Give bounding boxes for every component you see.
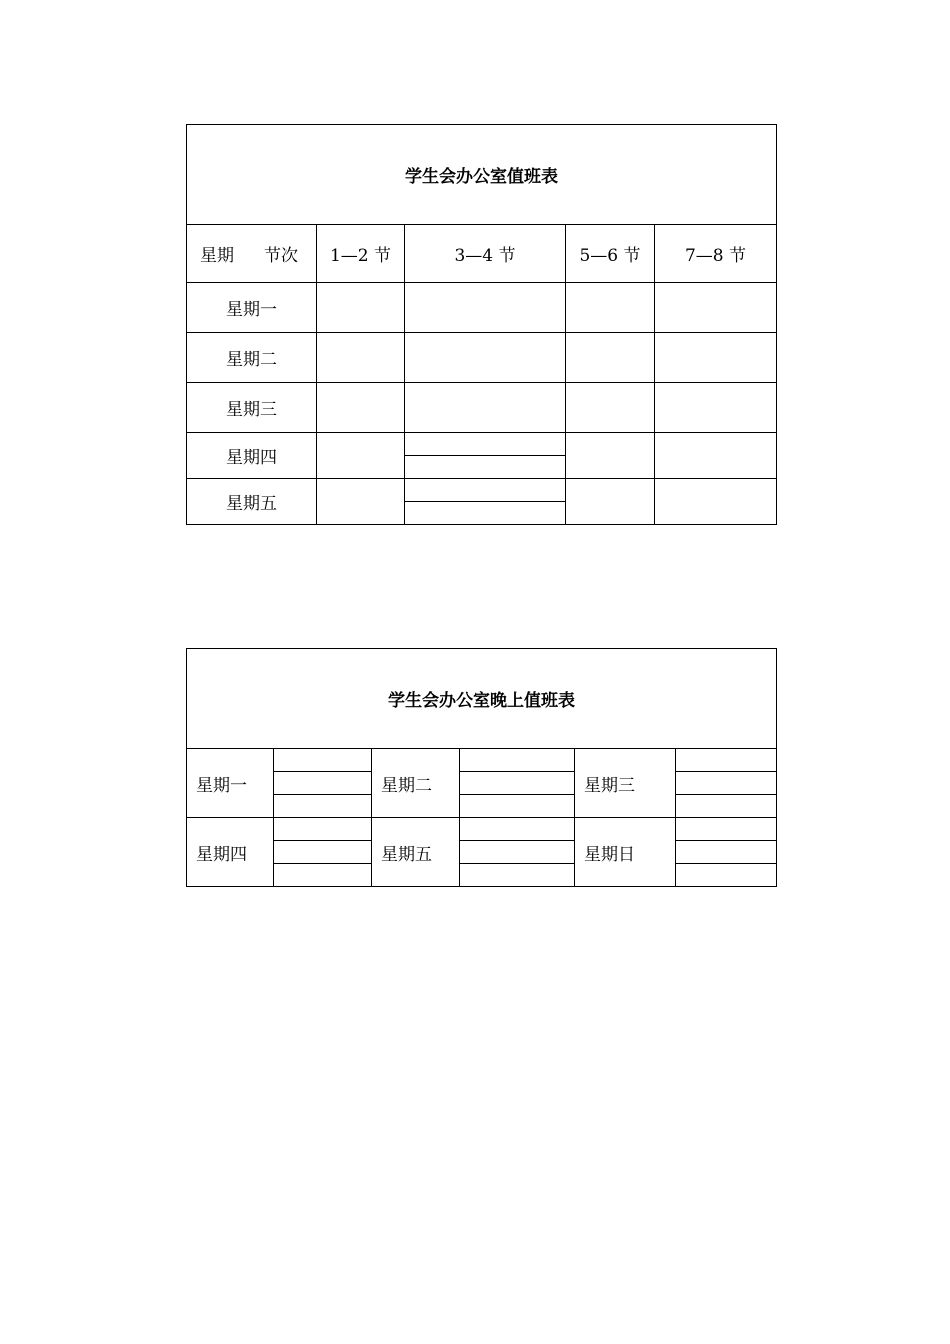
day-label: 星期一	[187, 749, 274, 818]
table-title: 学生会办公室晚上值班表	[187, 649, 777, 749]
corner-label-period: 节次	[264, 246, 298, 266]
day-label: 星期五	[372, 818, 460, 887]
duty-cell-split[interactable]	[405, 433, 566, 479]
duty-cell-split[interactable]	[274, 749, 372, 818]
duty-cell[interactable]	[405, 383, 566, 433]
day-label: 星期四	[187, 433, 317, 479]
duty-cell[interactable]	[566, 283, 655, 333]
day-label: 星期一	[187, 283, 317, 333]
day-duty-table	[186, 124, 777, 525]
duty-cell[interactable]	[405, 333, 566, 383]
duty-cell[interactable]	[566, 433, 655, 479]
day-label: 星期二	[187, 333, 317, 383]
duty-cell[interactable]	[317, 283, 405, 333]
period-header: 1—2 节	[317, 225, 405, 283]
day-label: 星期二	[372, 749, 460, 818]
duty-cell[interactable]	[566, 333, 655, 383]
duty-cell[interactable]	[317, 479, 405, 525]
duty-cell-split[interactable]	[274, 818, 372, 887]
table-title: 学生会办公室值班表	[187, 125, 777, 225]
day-label: 星期三	[187, 383, 317, 433]
period-header: 5—6 节	[566, 225, 655, 283]
corner-label-day: 星期	[200, 246, 234, 266]
day-label: 星期五	[187, 479, 317, 525]
duty-cell-split[interactable]	[405, 479, 566, 525]
duty-cell[interactable]	[566, 383, 655, 433]
day-label: 星期日	[575, 818, 676, 887]
night-duty-table	[186, 648, 777, 887]
duty-cell[interactable]	[566, 479, 655, 525]
duty-cell[interactable]	[655, 333, 777, 383]
day-label: 星期三	[575, 749, 676, 818]
day-label: 星期四	[187, 818, 274, 887]
duty-cell-split[interactable]	[460, 818, 575, 887]
period-header: 3—4 节	[405, 225, 566, 283]
duty-cell[interactable]	[655, 383, 777, 433]
duty-cell[interactable]	[317, 433, 405, 479]
duty-cell[interactable]	[317, 333, 405, 383]
duty-cell[interactable]	[405, 283, 566, 333]
duty-cell-split[interactable]	[460, 749, 575, 818]
period-header: 7—8 节	[655, 225, 777, 283]
duty-cell-split[interactable]	[676, 818, 777, 887]
duty-cell-split[interactable]	[676, 749, 777, 818]
duty-cell[interactable]	[655, 479, 777, 525]
corner-header	[187, 225, 317, 283]
duty-cell[interactable]	[655, 283, 777, 333]
duty-cell[interactable]	[317, 383, 405, 433]
duty-cell[interactable]	[655, 433, 777, 479]
